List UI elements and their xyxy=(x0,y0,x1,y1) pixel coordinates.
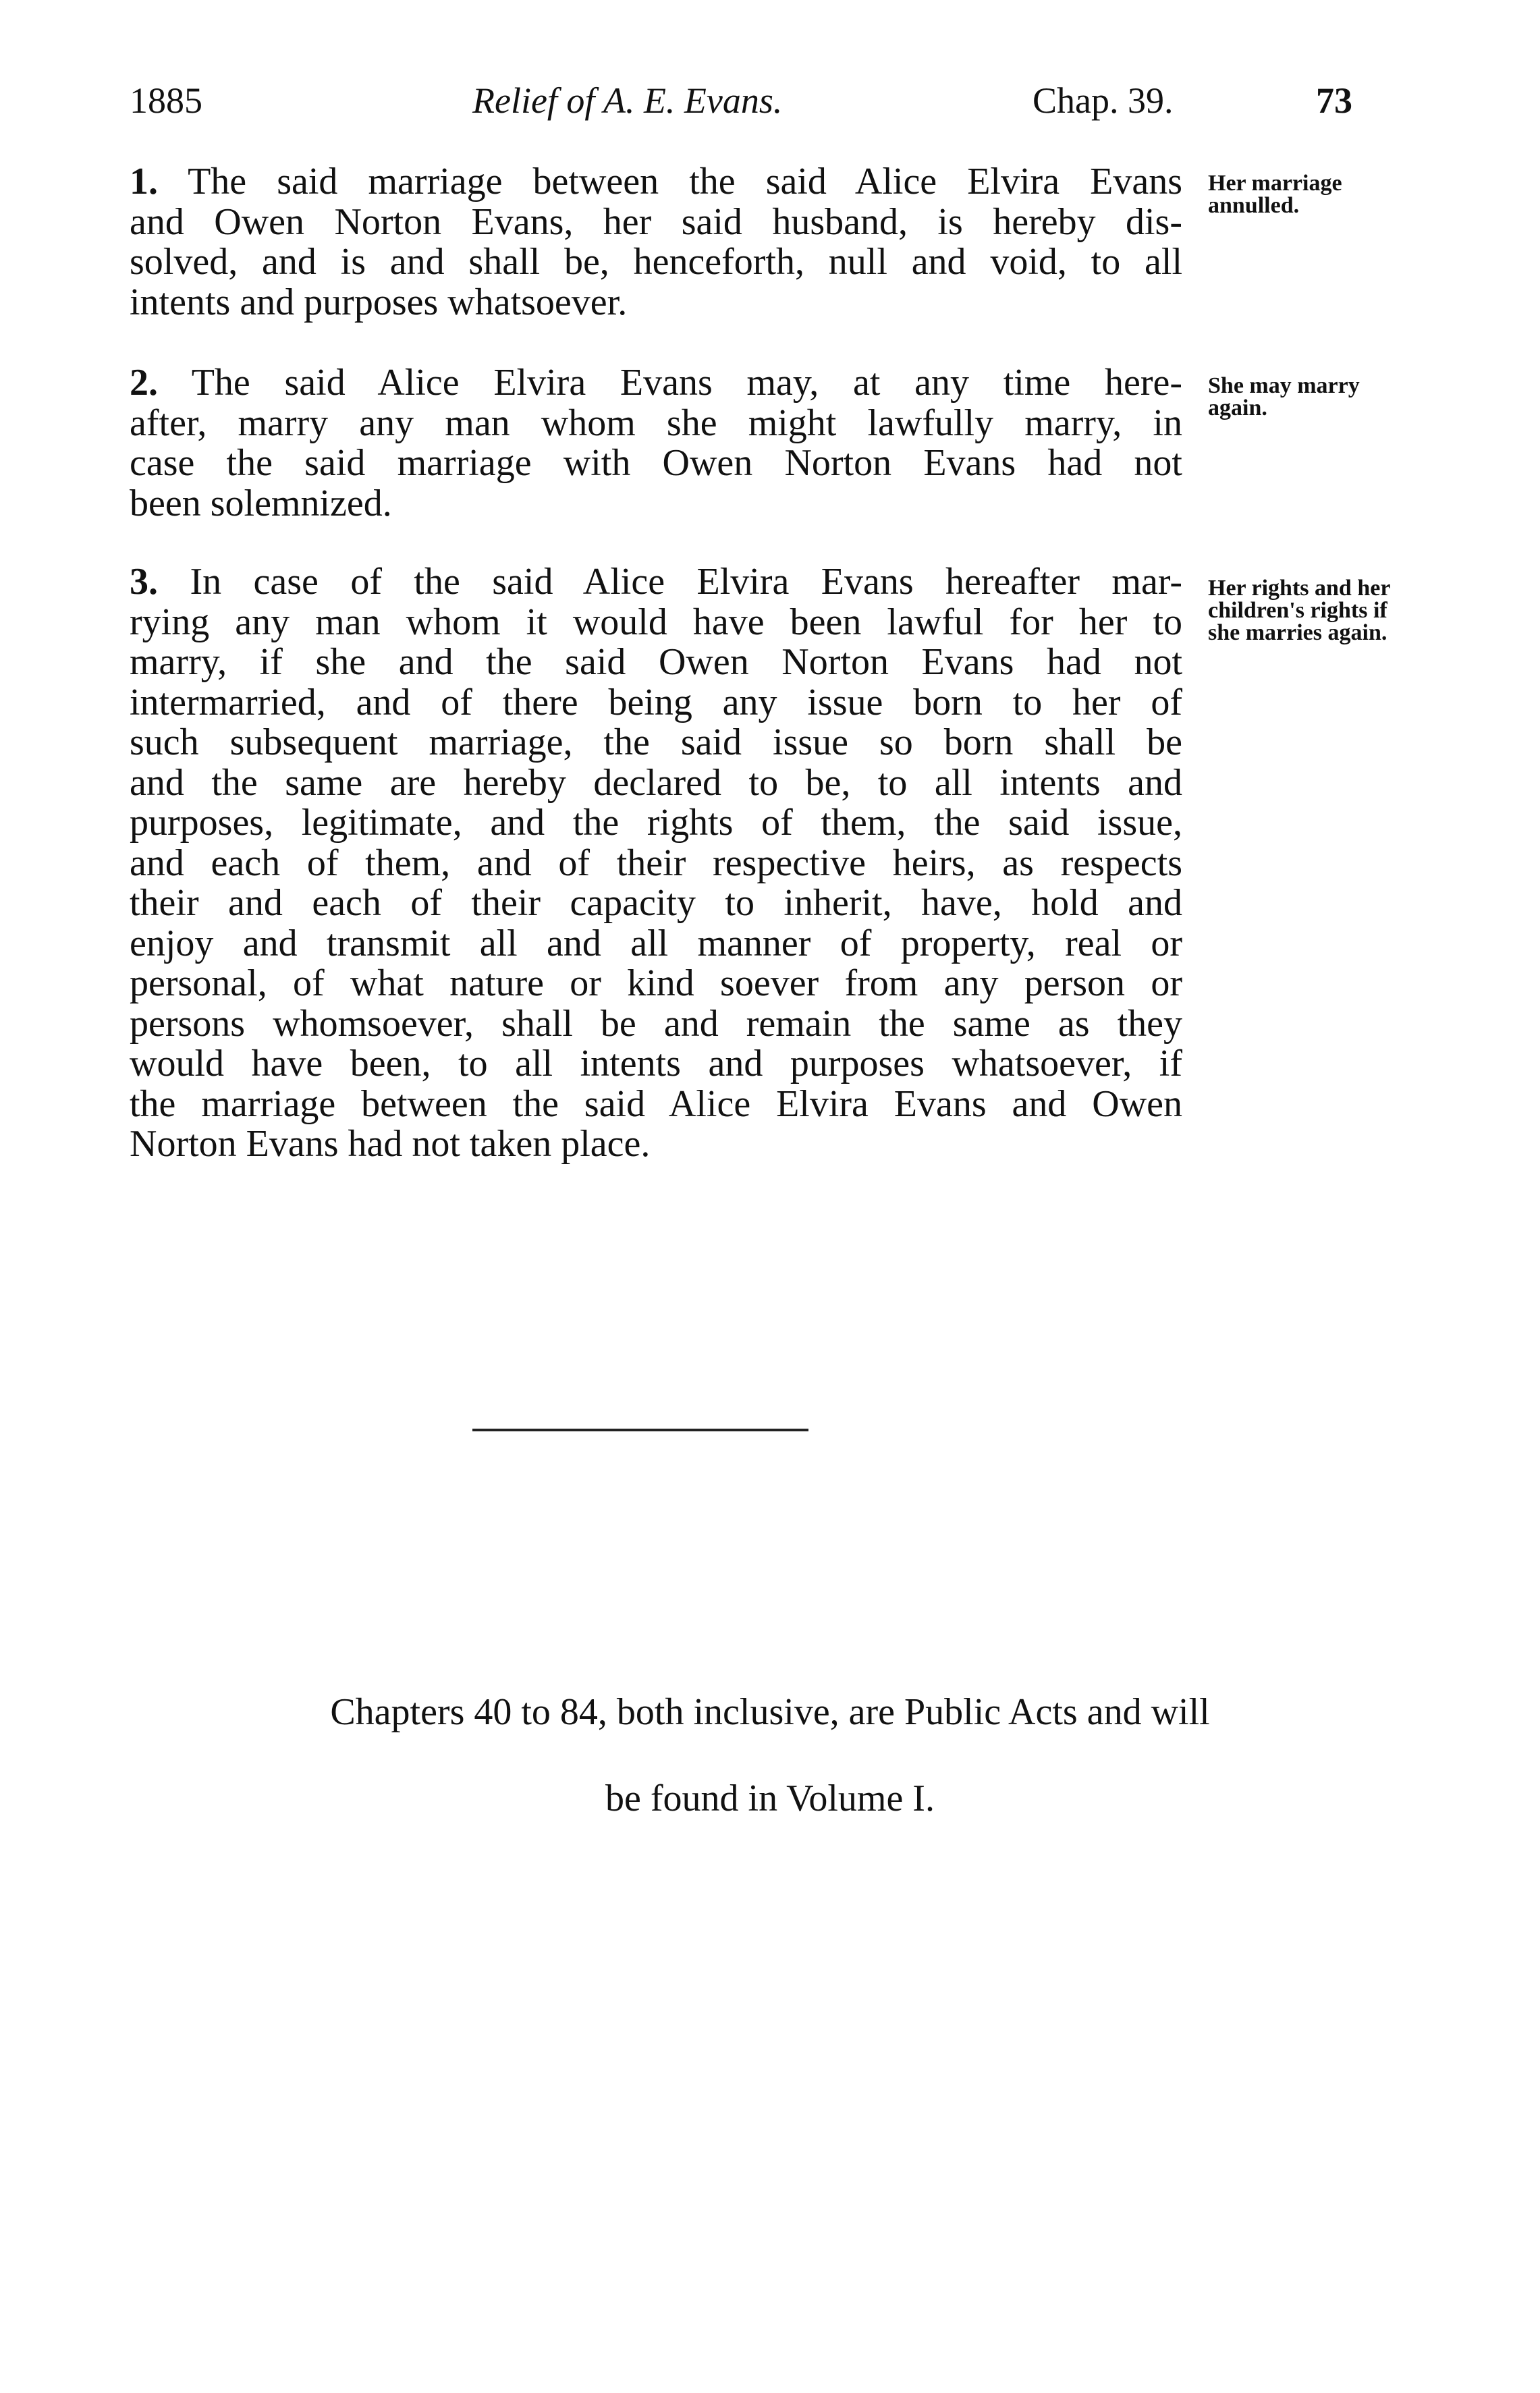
section-1-line: and Owen Norton Evans, her said husband, is hereby dis- xyxy=(130,200,1182,243)
section-2-line: case the said marriage with Owen Norton Evans had not xyxy=(130,442,1182,484)
margin-note-2: She may marry again. xyxy=(1208,373,1360,420)
running-header xyxy=(0,80,1540,134)
section-3-line: personal, of what nature or kind soever from any person or xyxy=(130,962,1182,1004)
section-3-line: the marriage between the said Alice Elvira Evans and Owen xyxy=(130,1082,1182,1125)
section-2-line: after, marry any man whom she might lawfully marry, in xyxy=(130,402,1182,444)
section-number: 3. xyxy=(130,561,158,603)
section-number: 2. xyxy=(130,362,158,404)
section-3-line: and the same are hereby declared to be, to all intents and xyxy=(130,761,1182,804)
section-3-line: intermarried, and of there being any issue born to her of xyxy=(130,681,1182,723)
section-3-line: marry, if she and the said Owen Norton Evans had not xyxy=(130,641,1182,683)
section-2 xyxy=(130,363,1182,524)
footer-note-line-2: be found in Volume I. xyxy=(605,1778,935,1819)
section-3-line: enjoy and transmit all and all manner of property, real or xyxy=(130,922,1182,964)
divider-rule xyxy=(472,1429,808,1431)
section-3 xyxy=(130,562,1182,1165)
footer-note-line-1: Chapters 40 to 84, both inclusive, are Public Acts and will xyxy=(330,1691,1210,1733)
section-2-line: 2. The said Alice Elvira Evans may, at any time here- xyxy=(130,362,1182,404)
section-3-line: Norton Evans had not taken place. xyxy=(130,1123,651,1165)
margin-note-1: Her marriage annulled. xyxy=(1208,171,1342,218)
section-2-line: been solemnized. xyxy=(130,482,392,524)
section-1-line: solved, and is and shall be, henceforth, null and void, to all xyxy=(130,241,1182,283)
header-chapter: Chap. 39. xyxy=(1033,80,1174,121)
section-1-line: intents and purposes whatsoever. xyxy=(130,281,628,323)
section-3-line: 3. In case of the said Alice Elvira Evans hereafter mar- xyxy=(130,561,1183,603)
section-3-line: purposes, legitimate, and the rights of them, the said issue, xyxy=(130,802,1182,844)
section-3-line: and each of them, and of their respective heirs, as respects xyxy=(130,842,1182,884)
header-page-number: 73 xyxy=(1316,80,1352,121)
section-3-line: such subsequent marriage, the said issue so born shall be xyxy=(130,721,1182,763)
section-number: 1. xyxy=(130,161,158,202)
section-3-line: rying any man whom it would have been lawful for her to xyxy=(130,601,1182,643)
margin-note-3: Her rights and her children's rights if she marries again. xyxy=(1208,576,1390,645)
section-1-line: 1. The said marriage between the said Alice Elvira Evans xyxy=(130,161,1182,202)
section-1 xyxy=(130,162,1182,323)
section-3-line: their and each of their capacity to inherit, have, hold and xyxy=(130,882,1182,924)
header-year: 1885 xyxy=(130,80,202,121)
section-3-line: persons whomsoever, shall be and remain the same as they xyxy=(130,1002,1182,1045)
header-title: Relief of A. E. Evans. xyxy=(472,80,783,121)
section-3-line: would have been, to all intents and purposes whatsoever, if xyxy=(130,1043,1182,1084)
